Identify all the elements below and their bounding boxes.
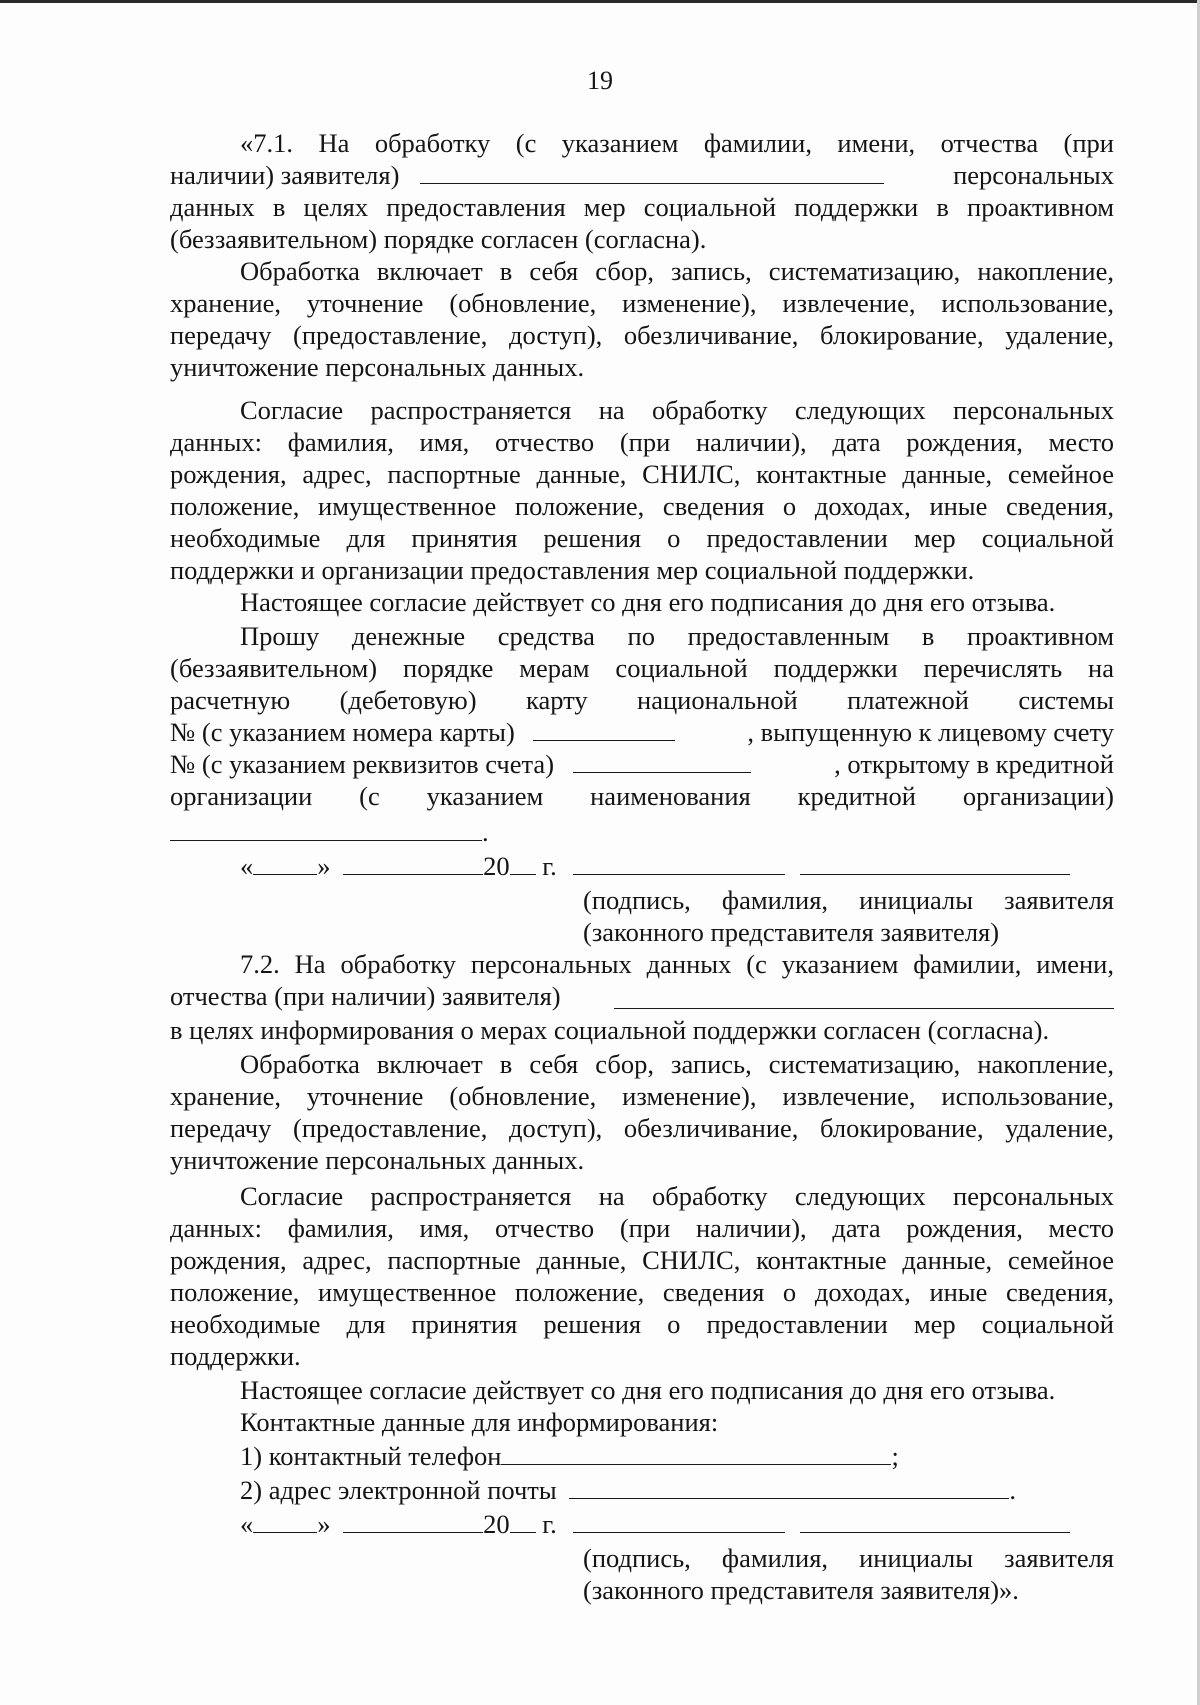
s72-p3-line-4: положение, имущественное положение, сведения о доходах, иные сведения, bbox=[170, 1277, 1114, 1307]
s72-p3-line-2: данных: фамилия, имя, отчество (при наличии), дата рождения, место bbox=[170, 1213, 1114, 1243]
s72-p2-line-2: хранение, уточнение (обновление, изменение), извлечение, использование, bbox=[170, 1081, 1114, 1111]
account-label: № (с указанием реквизитов счета) bbox=[170, 749, 555, 779]
s71-card-number-line bbox=[170, 716, 1114, 748]
s72-line-2 bbox=[170, 980, 1114, 1012]
date-year-suffix: г. bbox=[542, 851, 557, 881]
email-end: . bbox=[1009, 1475, 1016, 1505]
s71-word: (с bbox=[359, 781, 380, 811]
s71-bank-line bbox=[170, 816, 1114, 848]
name-blank bbox=[800, 1510, 1070, 1533]
date-day-blank bbox=[253, 852, 317, 875]
date-year-blank bbox=[510, 852, 536, 875]
s71-word: указанием bbox=[426, 781, 544, 811]
s71-p4: Настоящее согласие действует со дня его подписания до дня его отзыва. bbox=[240, 587, 1056, 617]
s71-word: (дебетовую) bbox=[339, 685, 477, 715]
s71-applicant-blank bbox=[420, 161, 884, 184]
s71-word: системы bbox=[1018, 685, 1114, 715]
s71-line-1: «7.1. На обработку (с указанием фамилии, имени, отчества (при bbox=[240, 128, 1114, 158]
s71-word: наименования bbox=[590, 781, 751, 811]
s71-date-line bbox=[170, 850, 1114, 882]
phone-end: ; bbox=[891, 1441, 899, 1471]
s71-p3-line-6: поддержки и организации предоставления мер социальной поддержки. bbox=[170, 555, 975, 585]
s71-signature-caption-1: (подпись, фамилия, инициалы заявителя bbox=[583, 885, 1114, 915]
signature-blank bbox=[573, 852, 785, 875]
s71-p3-line-5: необходимые для принятия решения о предоставлении мер социальной bbox=[170, 523, 1114, 553]
account-credit-text: , открытому в кредитной bbox=[834, 749, 1114, 779]
s72-p2-line-1: Обработка включает в себя сбор, запись, систематизацию, накопление, bbox=[240, 1049, 1114, 1079]
bank-name-end: . bbox=[482, 817, 489, 847]
date-month-blank bbox=[343, 852, 483, 875]
s71-p3-line-3: рождения, адрес, паспортные данные, СНИЛС, контактные данные, семейное bbox=[170, 459, 1114, 489]
s71-signature-caption-2: (законного представителя заявителя) bbox=[583, 917, 1000, 947]
s71-p5-line-6 bbox=[170, 780, 1114, 812]
s71-word: организации bbox=[170, 781, 313, 811]
name-blank bbox=[800, 852, 1070, 875]
date-year: 20 bbox=[483, 851, 510, 881]
card-number-blank bbox=[533, 718, 675, 741]
date-open-quote: « bbox=[240, 851, 254, 881]
s72-p3-line-3: рождения, адрес, паспортные данные, СНИЛС, контактные данные, семейное bbox=[170, 1245, 1114, 1275]
date-year: 20 bbox=[483, 1509, 510, 1539]
bank-name-blank bbox=[170, 818, 482, 841]
s72-p3-line-6: поддержки. bbox=[170, 1341, 301, 1371]
s72-signature-caption-1: (подпись, фамилия, инициалы заявителя bbox=[583, 1543, 1114, 1573]
date-close-quote: » bbox=[317, 1509, 331, 1539]
s72-p5: Контактные данные для информирования: bbox=[240, 1407, 719, 1437]
s72-p2-line-4: уничтожение персональных данных. bbox=[170, 1145, 585, 1175]
s71-word: расчетную bbox=[170, 685, 291, 715]
s71-p2-line-4: уничтожение персональных данных. bbox=[170, 352, 585, 382]
s71-line-2 bbox=[170, 159, 1114, 191]
s71-line-4: (беззаявительном) порядке согласен (согласна). bbox=[170, 224, 707, 254]
s71-personal-word: персональных bbox=[953, 160, 1114, 190]
s71-p3-line-2: данных: фамилия, имя, отчество (при наличии), дата рождения, место bbox=[170, 427, 1114, 457]
s71-p3-line-4: положение, имущественное положение, сведения о доходах, иные сведения, bbox=[170, 491, 1114, 521]
scan-top-border bbox=[0, 0, 1200, 3]
s71-word: карту bbox=[525, 685, 588, 715]
s72-signature-caption-2: (законного представителя заявителя)». bbox=[583, 1575, 1019, 1605]
signature-blank bbox=[573, 1510, 785, 1533]
s71-p2-line-3: передачу (предоставление, доступ), обезличивание, блокирование, удаление, bbox=[170, 320, 1114, 350]
date-year-suffix: г. bbox=[542, 1509, 557, 1539]
s71-word: платежной bbox=[847, 685, 969, 715]
card-number-label: № (с указанием номера карты) bbox=[170, 717, 515, 747]
date-day-blank bbox=[253, 1510, 317, 1533]
s72-line-3: в целях информирования о мерах социальной поддержки согласен (согласна). bbox=[170, 1015, 1050, 1045]
s71-p3-line-1: Согласие распространяется на обработку следующих персональных bbox=[240, 395, 1114, 425]
phone-label: 1) контактный телефон bbox=[240, 1441, 502, 1471]
s72-p2-line-3: передачу (предоставление, доступ), обезличивание, блокирование, удаление, bbox=[170, 1113, 1114, 1143]
phone-blank bbox=[501, 1442, 891, 1465]
s71-p5-line-2: (беззаявительном) порядке мерам социальной поддержки перечислять на bbox=[170, 653, 1114, 683]
s71-p5-line-3 bbox=[170, 684, 1114, 716]
s72-line-1: 7.2. На обработку персональных данных (с указанием фамилии, имени, bbox=[240, 949, 1114, 979]
s72-applicant-label: отчества (при наличии) заявителя) bbox=[170, 981, 561, 1011]
date-open-quote: « bbox=[240, 1509, 254, 1539]
s72-phone-line bbox=[240, 1440, 1114, 1472]
date-month-blank bbox=[343, 1510, 483, 1533]
s72-p3-line-1: Согласие распространяется на обработку следующих персональных bbox=[240, 1181, 1114, 1211]
email-label: 2) адрес электронной почты bbox=[240, 1475, 557, 1505]
email-blank bbox=[569, 1476, 1009, 1499]
s71-word: национальной bbox=[637, 685, 798, 715]
s71-p2-line-2: хранение, уточнение (обновление, изменение), извлечение, использование, bbox=[170, 288, 1114, 318]
card-account-text: , выпущенную к лицевому счету bbox=[747, 717, 1114, 747]
date-close-quote: » bbox=[317, 851, 331, 881]
s71-line-3: данных в целях предоставления мер социальной поддержки в проактивном bbox=[170, 192, 1114, 222]
page-number: 19 bbox=[587, 66, 613, 95]
s72-p4: Настоящее согласие действует со дня его подписания до дня его отзыва. bbox=[240, 1375, 1056, 1405]
date-year-blank bbox=[510, 1510, 536, 1533]
s71-word: организации) bbox=[962, 781, 1114, 811]
s71-account-line bbox=[170, 748, 1114, 780]
s71-applicant-label: наличии) заявителя) bbox=[170, 160, 400, 190]
s71-word: кредитной bbox=[797, 781, 916, 811]
s71-p2-line-1: Обработка включает в себя сбор, запись, систематизацию, накопление, bbox=[240, 256, 1114, 286]
account-blank bbox=[573, 750, 751, 773]
s72-date-line bbox=[170, 1508, 1114, 1540]
s72-applicant-blank bbox=[614, 986, 1114, 1009]
s72-email-line bbox=[240, 1474, 1114, 1506]
s72-p3-line-5: необходимые для принятия решения о предоставлении мер социальной bbox=[170, 1309, 1114, 1339]
s71-p5-line-1: Прошу денежные средства по предоставленным в проактивном bbox=[240, 621, 1114, 651]
